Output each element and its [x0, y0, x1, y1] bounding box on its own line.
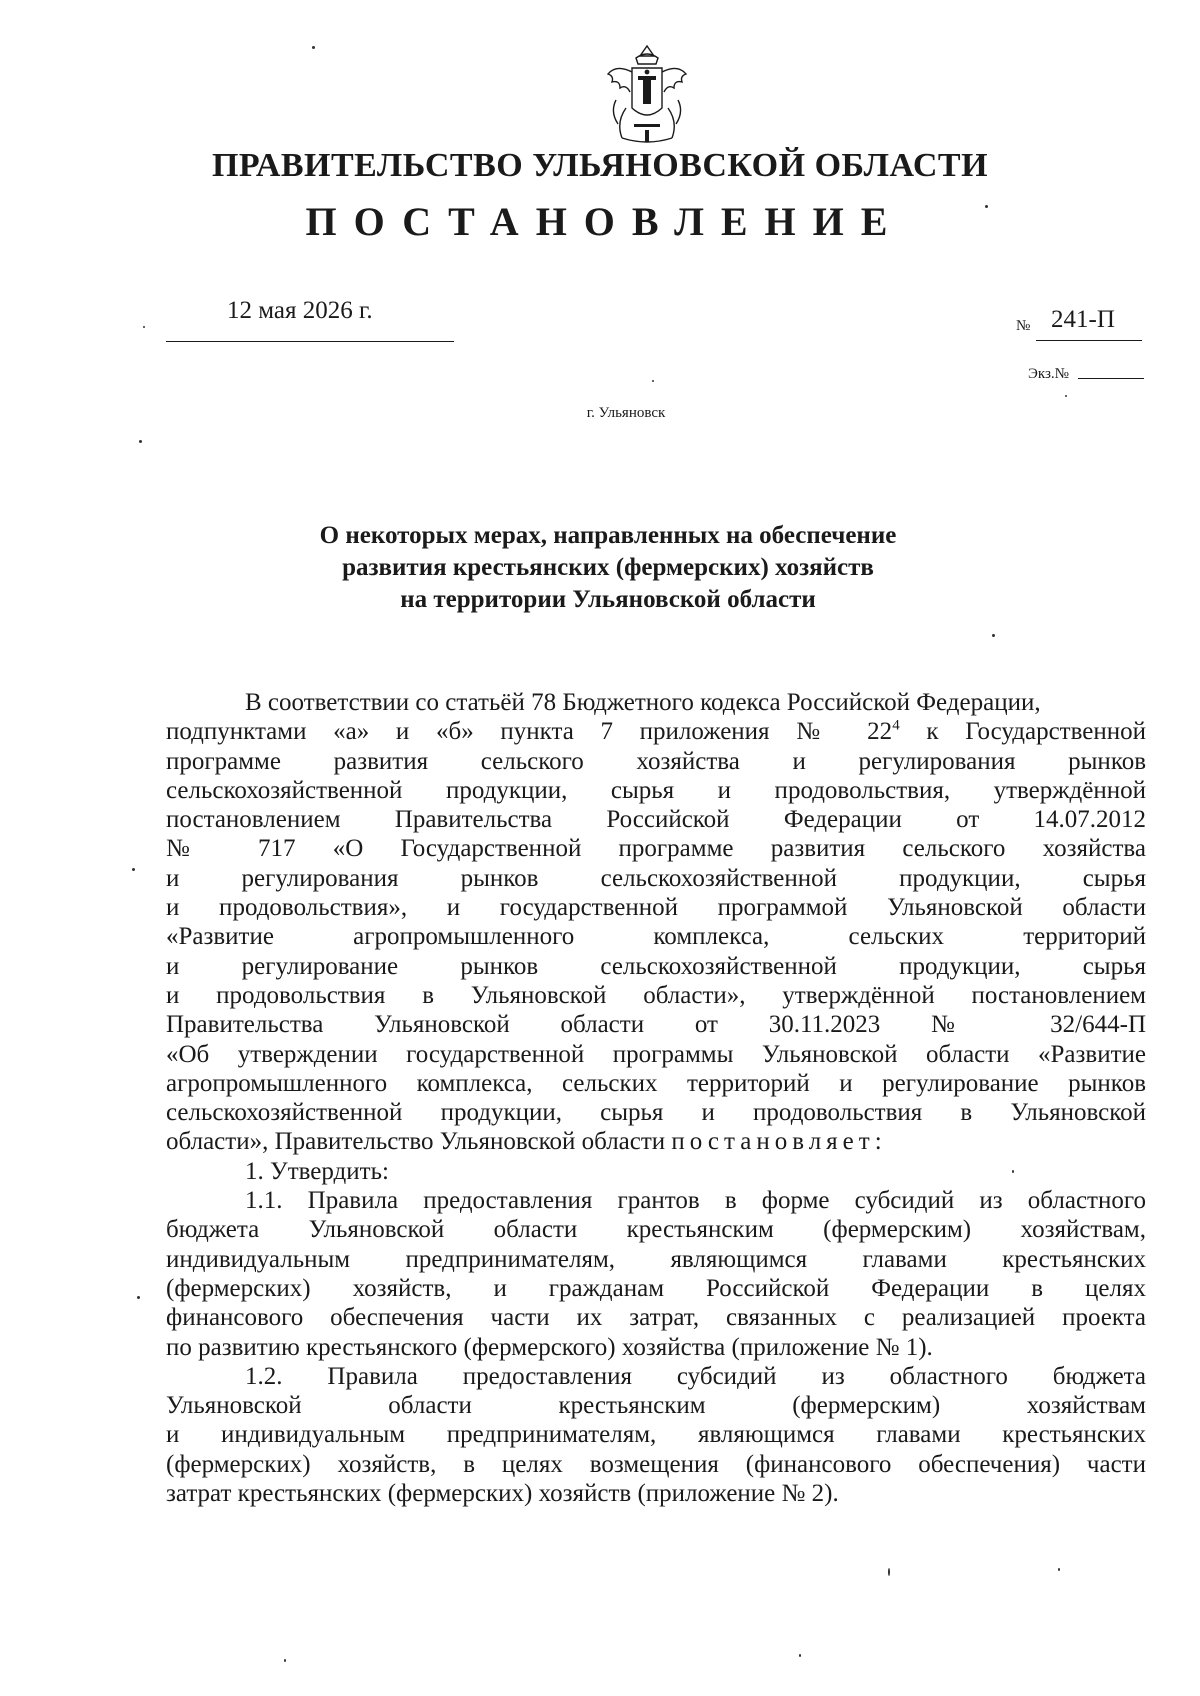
body-line: постановлением Правительства Российской Федерации от 14.07.2012	[166, 806, 1146, 834]
body-line: по развитию крестьянского (фермерского) хозяйства (приложение № 1).	[166, 1333, 933, 1361]
body-line	[166, 1127, 1146, 1156]
body-line: (фермерских) хозяйств, и гражданам Российской Федерации в целях	[166, 1274, 1146, 1302]
organization-name: ПРАВИТЕЛЬСТВО УЛЬЯНОВСКОЙ ОБЛАСТИ	[211, 147, 989, 184]
body-line: индивидуальным предпринимателям, являющимся главами крестьянских	[166, 1245, 1146, 1273]
title-line: О некоторых мерах, направленных на обеспечение	[319, 522, 897, 549]
scan-speck	[799, 1654, 801, 1657]
title-line: развития крестьянских (фермерских) хозяйств	[342, 554, 874, 581]
body-text: области», Правительство Ульяновской области	[166, 1128, 672, 1156]
body-text: подпунктами «а» и «б» пункта 7 приложения № 22	[166, 718, 893, 746]
scan-speck	[1058, 1568, 1060, 1571]
scan-speck	[132, 868, 135, 871]
coat-of-arms-emblem	[602, 42, 692, 150]
body-line: агропромышленного комплекса, сельских территорий и регулирование рынков	[166, 1069, 1146, 1097]
decree-verb: постановляет:	[671, 1128, 887, 1156]
scan-speck	[284, 1659, 286, 1662]
number-sign: №	[1016, 318, 1031, 334]
scan-speck	[1012, 1170, 1014, 1173]
document-title	[0, 520, 1200, 616]
scan-speck	[143, 326, 145, 328]
scan-speck	[992, 634, 995, 637]
document-type: ПОСТАНОВЛЕНИЕ	[305, 199, 905, 244]
body-line: и регулирования рынков сельскохозяйственной продукции, сырья	[166, 864, 1146, 892]
document-body	[166, 688, 1146, 1508]
body-line: и индивидуальным предпринимателям, являющимся главами крестьянских	[166, 1421, 1146, 1449]
title-line: на территории Ульяновской области	[400, 586, 816, 613]
body-line: и продовольствия», и государственной программой Ульяновской области	[166, 894, 1146, 922]
body-line	[166, 717, 1146, 746]
number-underline	[1036, 340, 1142, 341]
body-text: к Государственной	[899, 718, 1146, 746]
superscript: 4	[892, 717, 900, 734]
scan-speck	[137, 1296, 140, 1299]
scan-speck	[652, 380, 654, 382]
copy-number-underline	[1078, 378, 1144, 379]
body-line: и продовольствия в Ульяновской области», утверждённой постановлением	[166, 981, 1146, 1009]
body-line: (фермерских) хозяйств, в целях возмещения (финансового обеспечения) части	[166, 1450, 1146, 1478]
body-line: затрат крестьянских (фермерских) хозяйств (приложение № 2).	[166, 1480, 839, 1508]
scan-speck	[985, 205, 988, 208]
scan-speck	[888, 1568, 890, 1576]
body-line: Правительства Ульяновской области от 30.11.2023 № 32/644-П	[166, 1011, 1146, 1039]
document-city: г. Ульяновск	[586, 405, 666, 421]
body-line: сельскохозяйственной продукции, сырья и продовольствия, утверждённой	[166, 776, 1146, 804]
body-line: финансового обеспечения части их затрат, связанных с реализацией проекта	[166, 1304, 1146, 1332]
scan-speck	[139, 440, 142, 443]
body-line: 1. Утвердить:	[245, 1157, 389, 1185]
document-date: 12 мая 2026 г.	[227, 297, 373, 324]
body-line: В соответствии со статьёй 78 Бюджетного кодекса Российской Федерации,	[245, 689, 1041, 716]
body-line: «Об утверждении государственной программы Ульяновской области «Развитие	[166, 1040, 1146, 1068]
body-line: № 717 «О Государственной программе развития сельского хозяйства	[166, 835, 1146, 863]
body-line: программе развития сельского хозяйства и регулирования рынков	[166, 747, 1146, 775]
body-line: сельскохозяйственной продукции, сырья и продовольствия в Ульяновской	[166, 1099, 1146, 1127]
copy-number-label: Экз.№	[1028, 366, 1069, 382]
body-line: 1.2. Правила предоставления субсидий из областного бюджета	[245, 1362, 1146, 1390]
body-line: бюджета Ульяновской области крестьянским (фермерским) хозяйствам,	[166, 1216, 1146, 1244]
body-line: и регулирование рынков сельскохозяйственной продукции, сырья	[166, 952, 1146, 980]
date-underline	[166, 341, 454, 342]
document-number: 241-П	[1051, 306, 1115, 333]
body-line: «Развитие агропромышленного комплекса, сельских территорий	[166, 923, 1146, 951]
scan-speck	[312, 46, 315, 49]
body-line: Ульяновской области крестьянским (фермерским) хозяйствам	[166, 1392, 1146, 1420]
scan-speck	[1065, 395, 1067, 397]
body-line: 1.1. Правила предоставления грантов в форме субсидий из областного	[245, 1187, 1146, 1215]
